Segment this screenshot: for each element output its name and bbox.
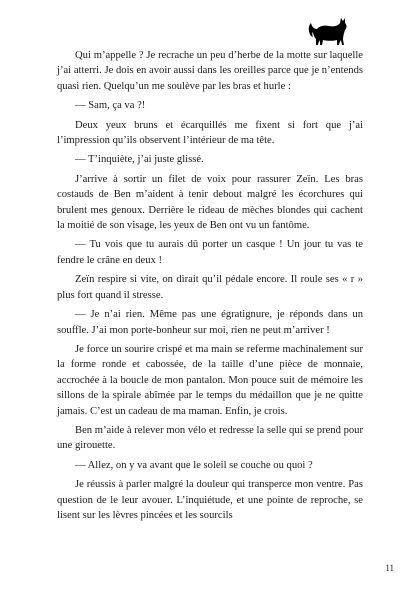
paragraph: — Tu vois que tu aurais dû porter un casque ! Un jour tu vas te fendre le crâne en deux !: [57, 239, 363, 266]
black-cat-icon: [307, 12, 351, 48]
page-number: 11: [385, 563, 394, 573]
paragraph: Qui m’appelle ? Je recrache un peu d’herbe de la motte sur laquelle j’ai atterri. Je dois en avoir aussi dans les oreilles parce que je n’entends quasi rien. Quelqu’un me soulève par les bras et hurle :: [57, 50, 363, 92]
paragraph: — Allez, on y va avant que le soleil se couche ou quoi ?: [75, 459, 313, 471]
paragraph: Je réussis à parler malgré la douleur qui transperce mon ventre. Pas question de le leur avouer. L’inquiétude, et une pointe de reproche, se lisent sur les lèvres pincées et les sourcils: [57, 479, 363, 521]
paragraph: Zeïn respire si vite, on dirait qu’il pédale encore. Il roule ses « r » plus fort quand il stresse.: [57, 274, 363, 301]
body-text: [57, 48, 363, 527]
paragraph: Ben m’aide à relever mon vélo et redresse la selle qui se prend pour une girouette.: [57, 424, 363, 452]
paragraph: Je force un sourire crispé et ma main se referme machinalement sur la forme ronde et cabossée, de la taille d’une pièce de monnaie, accrochée à la boucle de mon pantalon. Mon pouce suit de mémoire les sillons de la spirale abîmée par le temps du médaillon que je ne quitte jamais. C’est un cadeau de ma maman. Enfin, je crois.: [57, 343, 363, 417]
paragraph: — Je n’ai rien. Même pas une égratignure, je réponds dans un souffle. J’ai mon porte-bonheur sur moi, rien ne peut m’arriver !: [57, 309, 363, 336]
paragraph: J’arrive à sortir un filet de voix pour rassurer Zeïn. Les bras costauds de Ben m’aident à tenir debout malgré les écorchures qui brulent mes genoux. Derrière le rideau de mèches blondes qui cachent la moitié de son visage, les yeux de Ben ont vu un fantôme.: [57, 173, 363, 232]
paragraph: — T’inquiète, j’ai juste glissé.: [75, 154, 204, 166]
paragraph: Deux yeux bruns et écarquillés me fixent si fort que j’ai l’impression qu’ils observent l’intérieur de ma tête.: [57, 119, 363, 147]
paragraph: — Sam, ça va ?!: [75, 100, 146, 112]
